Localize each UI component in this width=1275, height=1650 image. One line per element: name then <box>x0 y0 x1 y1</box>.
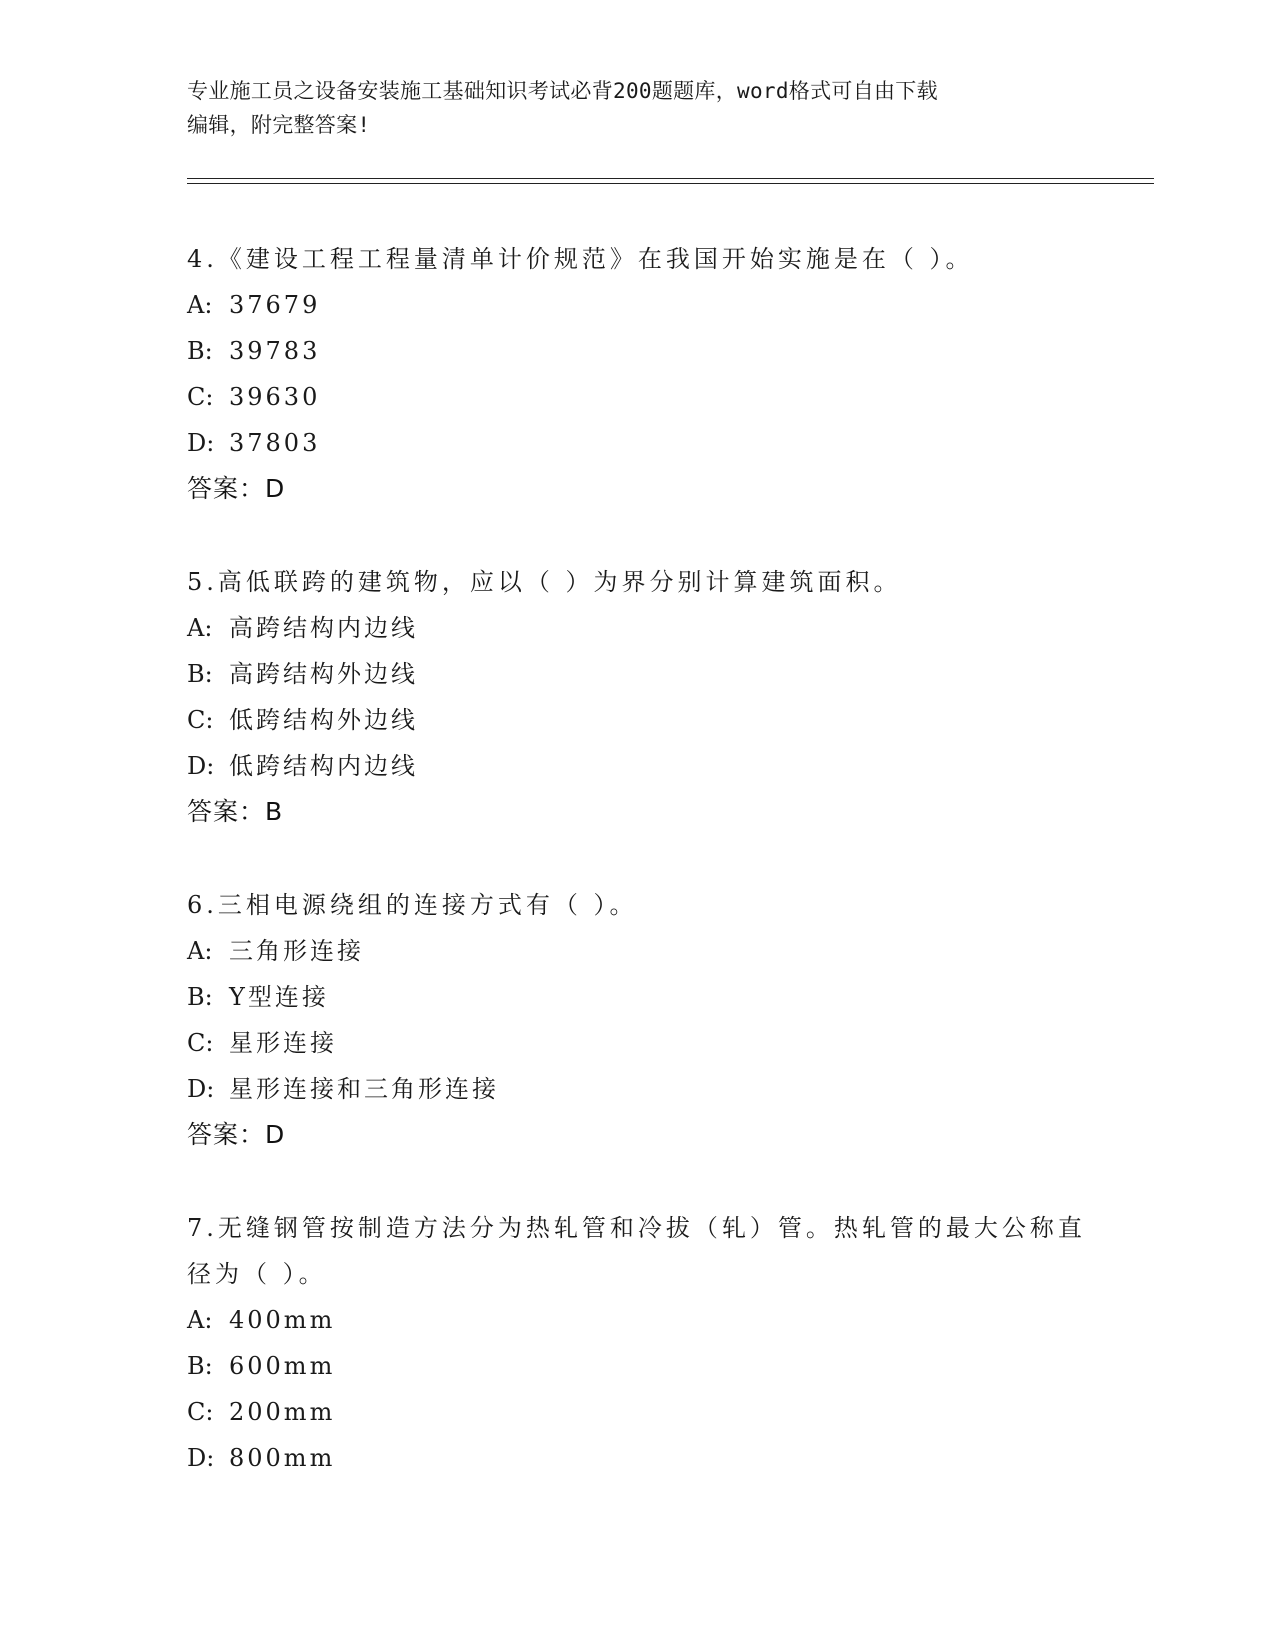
option-text: 200mm <box>229 1398 336 1426</box>
option-b <box>187 651 1087 697</box>
option-letter: B: <box>187 337 213 365</box>
option-letter: A: <box>187 937 213 965</box>
header-divider-top <box>187 178 1154 179</box>
option-b <box>187 1343 1087 1389</box>
option-d <box>187 1066 1087 1112</box>
option-letter: D: <box>187 752 215 780</box>
option-text: 39630 <box>229 383 321 411</box>
option-d <box>187 1435 1087 1481</box>
option-text: Y型连接 <box>229 983 329 1011</box>
option-letter: A: <box>187 1306 213 1334</box>
option-letter: C: <box>187 706 214 734</box>
option-text: 高跨结构外边线 <box>229 660 418 688</box>
option-text: 低跨结构内边线 <box>229 752 418 780</box>
option-c <box>187 374 1087 420</box>
option-letter: B: <box>187 660 213 688</box>
header-line-2: 编辑，附完整答案! <box>187 113 371 137</box>
document-header <box>187 74 1087 142</box>
option-letter: D: <box>187 1075 215 1103</box>
question-list <box>187 236 1087 1528</box>
header-divider-bottom <box>187 183 1154 184</box>
question-text: 5.高低联跨的建筑物，应以（ ）为界分别计算建筑面积。 <box>187 568 902 596</box>
option-c <box>187 697 1087 743</box>
question-4 <box>187 236 1087 512</box>
option-text: 星形连接 <box>229 1029 337 1057</box>
option-a <box>187 282 1087 328</box>
option-d <box>187 420 1087 466</box>
option-letter: C: <box>187 1398 214 1426</box>
option-text: 三角形连接 <box>229 937 364 965</box>
option-text: 800mm <box>229 1444 336 1472</box>
option-a <box>187 1297 1087 1343</box>
header-line-1: 专业施工员之设备安装施工基础知识考试必背200题题库，word格式可自由下载 <box>187 79 938 103</box>
answer-line: 答案：D <box>187 474 286 503</box>
option-letter: B: <box>187 1352 213 1380</box>
option-letter: C: <box>187 1029 214 1057</box>
option-b <box>187 328 1087 374</box>
option-text: 37679 <box>229 291 321 319</box>
answer-line: 答案：D <box>187 1120 286 1149</box>
question-6 <box>187 882 1087 1158</box>
option-text: 低跨结构外边线 <box>229 706 418 734</box>
question-5 <box>187 559 1087 835</box>
question-text: 7.无缝钢管按制造方法分为热轧管和冷拔（轧）管。热轧管的最大公称直径为（ ）。 <box>187 1214 1086 1288</box>
option-a <box>187 928 1087 974</box>
option-a <box>187 605 1087 651</box>
option-letter: B: <box>187 983 213 1011</box>
option-c <box>187 1020 1087 1066</box>
answer-line: 答案：B <box>187 797 284 826</box>
option-letter: D: <box>187 429 215 457</box>
option-text: 星形连接和三角形连接 <box>229 1075 499 1103</box>
question-7 <box>187 1205 1087 1481</box>
option-letter: A: <box>187 614 213 642</box>
option-text: 37803 <box>229 429 321 457</box>
option-b <box>187 974 1087 1020</box>
option-letter: A: <box>187 291 213 319</box>
question-text: 4.《建设工程工程量清单计价规范》在我国开始实施是在（ ）。 <box>187 245 974 273</box>
option-text: 600mm <box>229 1352 336 1380</box>
option-text: 400mm <box>229 1306 336 1334</box>
question-text: 6.三相电源绕组的连接方式有（ ）。 <box>187 891 638 919</box>
option-c <box>187 1389 1087 1435</box>
option-text: 39783 <box>229 337 321 365</box>
option-d <box>187 743 1087 789</box>
option-text: 高跨结构内边线 <box>229 614 418 642</box>
option-letter: D: <box>187 1444 215 1472</box>
option-letter: C: <box>187 383 214 411</box>
